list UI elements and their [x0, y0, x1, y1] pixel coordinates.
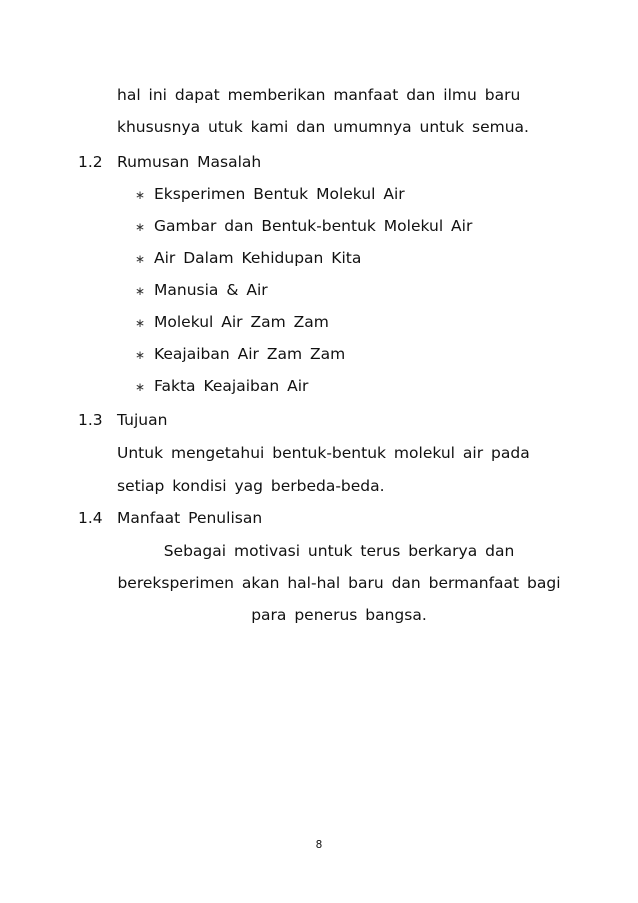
section-1-3-number: 1.3 — [78, 411, 103, 429]
section-1-3-title: Tujuan — [117, 411, 168, 429]
page-number: 8 — [315, 839, 323, 851]
bullet-asterisk-icon: ∗ — [135, 188, 146, 202]
tujuan-line-2: setiap kondisi yag berbeda-beda. — [117, 477, 385, 495]
section-1-4-number: 1.4 — [78, 509, 103, 527]
list-item-text: Eksperimen Bentuk Molekul Air — [154, 185, 405, 203]
list-item-text: Air Dalam Kehidupan Kita — [154, 249, 362, 267]
list-item-text: Keajaiban Air Zam Zam — [154, 345, 346, 363]
manfaat-line-1: Sebagai motivasi untuk terus berkarya dan — [163, 542, 515, 560]
bullet-asterisk-icon: ∗ — [135, 348, 146, 362]
bullet-asterisk-icon: ∗ — [135, 220, 146, 234]
list-item-text: Fakta Keajaiban Air — [154, 377, 309, 395]
list-item-text: Manusia & Air — [154, 281, 268, 299]
section-1-2-number: 1.2 — [78, 153, 103, 171]
list-item-text: Gambar dan Bentuk-bentuk Molekul Air — [154, 217, 473, 235]
bullet-asterisk-icon: ∗ — [135, 284, 146, 298]
intro-line-1: hal ini dapat memberikan manfaat dan ilmu baru — [117, 86, 521, 104]
bullet-asterisk-icon: ∗ — [135, 380, 146, 394]
list-item-text: Molekul Air Zam Zam — [154, 313, 329, 331]
intro-line-2: khususnya utuk kami dan umumnya untuk semua. — [117, 118, 529, 136]
bullet-asterisk-icon: ∗ — [135, 252, 146, 266]
bullet-asterisk-icon: ∗ — [135, 316, 146, 330]
section-1-4-title: Manfaat Penulisan — [117, 509, 263, 527]
manfaat-line-3: para penerus bangsa. — [251, 606, 427, 624]
tujuan-line-1: Untuk mengetahui bentuk-bentuk molekul air pada — [117, 444, 530, 462]
section-1-2-title: Rumusan Masalah — [117, 153, 262, 171]
manfaat-line-2: bereksperimen akan hal-hal baru dan bermanfaat bagi — [117, 574, 561, 592]
